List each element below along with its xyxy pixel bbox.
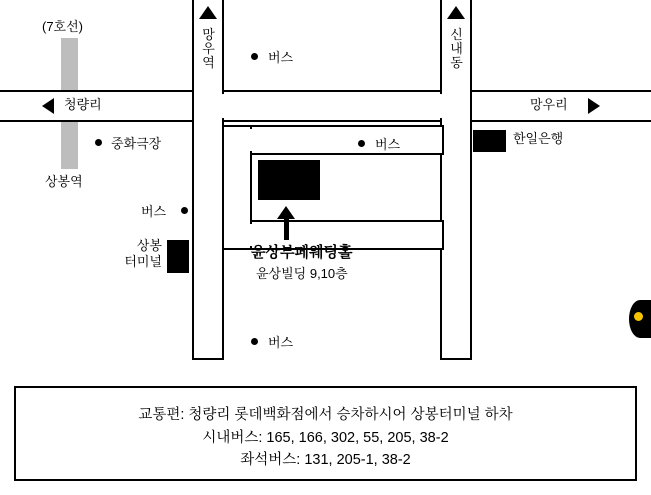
arrow-up-sinnae — [447, 6, 465, 19]
label-sinnae-char-3: 동 — [450, 55, 463, 71]
label-sangbong-terminal-line1: 상봉 — [136, 238, 162, 253]
bus-stop-dot-mid-right — [358, 140, 365, 147]
label-sinnae-char-2: 내 — [450, 41, 463, 57]
road-joint-fill-inner-left — [226, 129, 248, 247]
label-sangbong-terminal-line2: 터미널 — [124, 254, 162, 270]
label-mangwoo-char-3: 역 — [202, 55, 215, 71]
road-joint-fill-horizontal — [196, 94, 468, 118]
label-venue-address: 윤상빌딩 9,10층 — [256, 266, 348, 281]
label-mangwoori: 망우리 — [530, 97, 568, 112]
label-junghwa-theater: 중화극장 — [111, 136, 162, 151]
label-sangbong-terminal — [116, 238, 162, 271]
building-wedding-hall — [258, 160, 320, 200]
arrow-left-cheongnyangni — [42, 98, 54, 114]
label-sinnae-char-1: 신 — [450, 27, 463, 42]
building-hanil-bank — [473, 130, 506, 152]
venue-pointer-arrow — [277, 206, 295, 219]
bus-stop-dot-top — [251, 53, 258, 60]
road-joint-fill-vertical-right — [444, 94, 468, 356]
label-mangwoo-station — [201, 28, 216, 70]
venue-pointer-stem — [284, 218, 289, 240]
bus-stop-dot-left — [181, 207, 188, 214]
label-sangbong-station: 상봉역 — [45, 174, 83, 189]
label-venue-name: 윤상부페웨딩홀 — [251, 244, 353, 261]
road-joint-fill-inner-lower — [226, 224, 442, 246]
legend-line-1: 교통편: 청량리 롯데백화점에서 승차하시어 상봉터미널 하차 — [138, 407, 513, 423]
decorative-corner-mark — [629, 300, 651, 338]
label-mangwoo-char-2: 우 — [202, 41, 215, 57]
road-joint-fill-vertical-left — [196, 94, 220, 356]
label-line7: (7호선) — [42, 19, 84, 34]
label-bus-left: 버스 — [141, 204, 167, 219]
bus-stop-dot-bottom — [251, 338, 258, 345]
label-hanil-bank: 한일은행 — [513, 131, 564, 146]
arrow-right-mangwoori — [588, 98, 600, 114]
road-joint-fill-inner-upper — [226, 129, 442, 151]
legend-line-2: 시내버스: 165, 166, 302, 55, 205, 38-2 — [202, 429, 449, 446]
subway-line-segment-lower — [61, 119, 78, 169]
junghwa-theater-dot — [95, 139, 102, 146]
legend-line-3: 좌석버스: 131, 205-1, 38-2 — [240, 452, 411, 468]
arrow-up-mangwoo — [199, 6, 217, 19]
label-bus-top: 버스 — [268, 50, 294, 65]
subway-line-segment-upper — [61, 38, 78, 95]
label-bus-mid-right: 버스 — [375, 137, 401, 152]
label-sinnae-dong — [449, 28, 464, 70]
building-sangbong-terminal — [167, 240, 189, 273]
label-bus-bottom: 버스 — [268, 335, 294, 350]
label-cheongnyangni: 청량리 — [64, 97, 102, 112]
label-mangwoo-char-1: 망 — [202, 27, 215, 42]
transport-legend — [14, 386, 637, 481]
